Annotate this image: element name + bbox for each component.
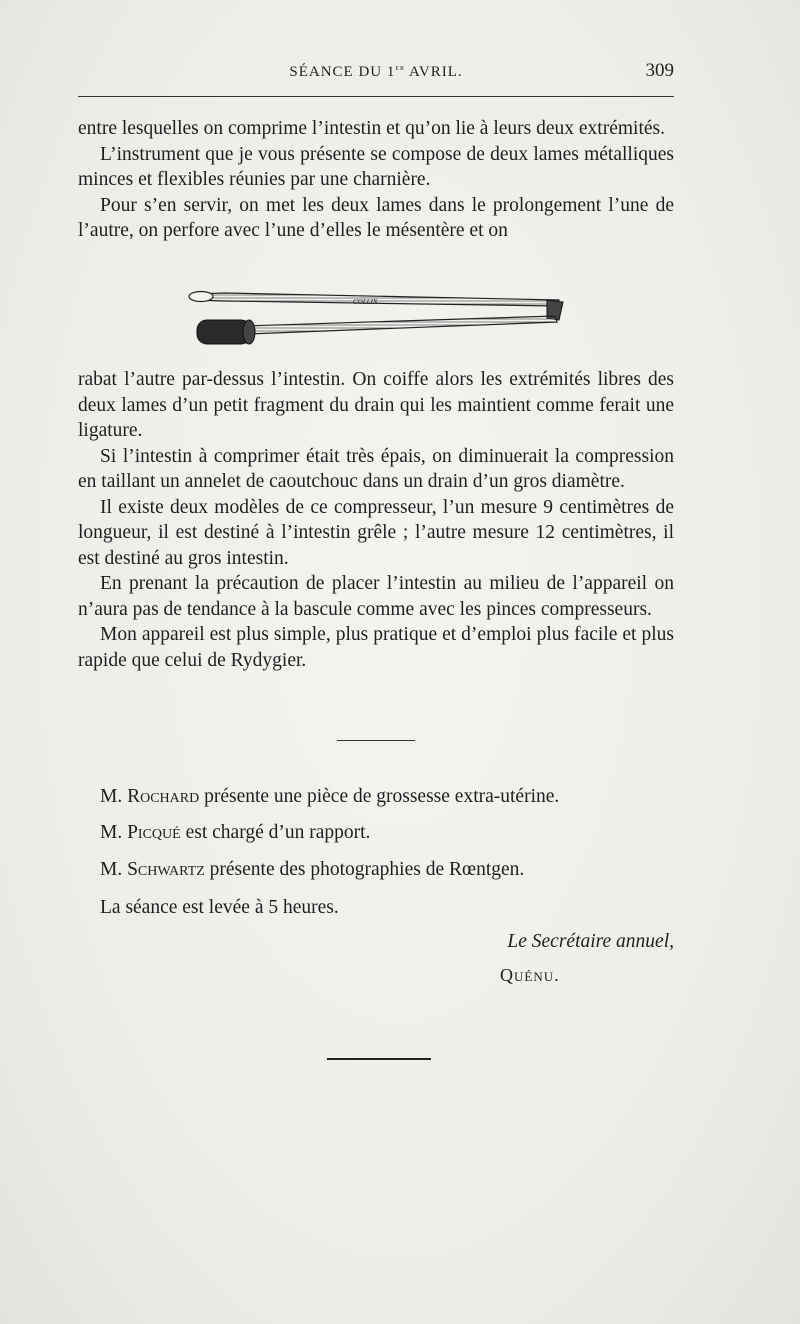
figure-inscription: COLLIN [353,298,378,306]
section-separator [337,740,415,741]
page-number: 309 [645,60,674,81]
minutes-text: La séance est levée à 5 heures. [100,897,339,918]
minutes-text: présente une pièce de grossesse extra-utérine. [199,786,560,807]
title-part: SÉANCE DU 1 [289,64,396,80]
paragraph: Pour s’en servir, on met les deux lames dans le prolongement l’une de l’autre, on perfore avec l’une d’elles le mésentère et on [78,194,674,241]
minutes-text: présente des photographies de Rœntgen. [204,859,525,880]
body-text-before-figure [78,116,674,244]
title-superscript: er [395,62,406,72]
paragraph: Si l’intestin à comprimer était très épais, on diminuerait la compression en taillant un annelet de caoutchouc dans un drain d’un gros diamètre. [78,445,674,492]
body-text-after-figure [78,367,674,673]
end-rule [327,1058,431,1060]
paragraph: entre lesquelles on comprime l’intestin et qu’on lie à leurs deux extrémités. [78,118,665,139]
running-head [78,62,674,86]
paragraph: L’instrument que je vous présente se compose de deux lames métalliques minces et flexibles réunies par une charnière. [78,143,674,190]
signature-name: Quénu. [500,965,560,985]
running-head-title [78,62,674,81]
minutes-text: est chargé d’un rapport. [180,822,371,843]
paragraph: rabat l’autre par-dessus l’intestin. On coiffe alors les extrémités libres des deux lames d’un petit fragment du drain qui les maintient comme ferait une ligature. [78,369,674,441]
person-name: M. Schwartz [100,859,205,880]
paragraph: En prenant la précaution de placer l’intestin au milieu de l’appareil on n’aura pas de tendance à la bascule comme avec les pinces compresseurs. [78,573,674,620]
paragraph: Il existe deux modèles de ce compresseur, l’un mesure 9 centimètres de longueur, il est destiné à l’intestin grêle ; l’autre mesure 12 centimètres, il est destiné au gros intestin. [78,496,674,569]
person-name: M. Rochard [100,786,200,807]
minutes-item [100,784,674,810]
intestinal-clamp-illustration [185,282,575,352]
paragraph: Mon appareil est plus simple, plus pratique et d’emploi plus facile et plus rapide que celui de Rydygier. [78,624,674,671]
person-name: M. Picqué [100,822,181,843]
header-rule [78,96,674,97]
signature-role: Le Secrétaire annuel, [507,931,674,952]
minutes-item [100,895,674,921]
minutes-item [100,820,674,846]
minutes-item [100,857,674,883]
title-part-end: AVRIL. [405,64,463,80]
